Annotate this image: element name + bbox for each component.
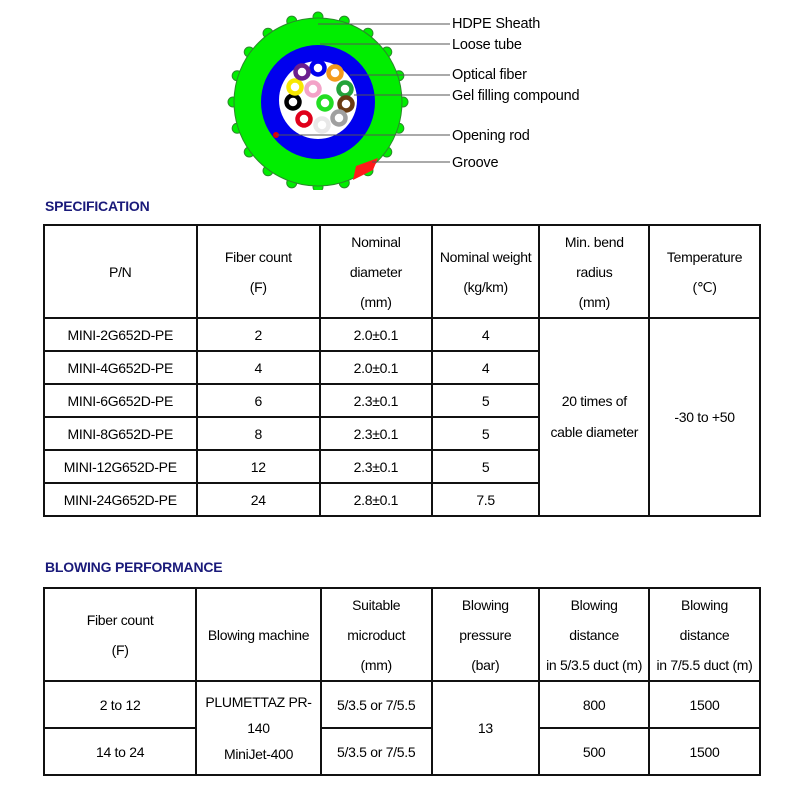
- cell-fiber-count: 14 to 24: [44, 728, 196, 775]
- table-row: [44, 728, 760, 775]
- cell-diameter: 2.3±0.1: [320, 384, 432, 417]
- cable-cross-section-svg: [0, 0, 800, 190]
- cell-distance-7: 1500: [649, 728, 760, 775]
- blowing-header-pressure: Blowing pressure (bar): [432, 588, 540, 681]
- label-opening-rod: Opening rod: [452, 128, 530, 144]
- optical-fibers: [287, 62, 353, 132]
- cell-microduct: 5/3.5 or 7/5.5: [321, 728, 432, 775]
- cell-diameter: 2.3±0.1: [320, 450, 432, 483]
- cable-cross-section-diagram: [0, 0, 800, 190]
- cell-weight: 5: [432, 450, 540, 483]
- cell-diameter: 2.0±0.1: [320, 318, 432, 351]
- label-loose-tube: Loose tube: [452, 37, 522, 53]
- label-gel-filling: Gel filling compound: [452, 88, 580, 104]
- cell-count: 4: [197, 351, 321, 384]
- cell-bend-radius: 20 times of cable diameter: [539, 318, 649, 516]
- spec-header-bend-radius: Min. bend radius (mm): [539, 225, 649, 318]
- label-optical-fiber: Optical fiber: [452, 67, 527, 83]
- blowing-header-distance-5: Blowing distance in 5/3.5 duct (m): [539, 588, 649, 681]
- cell-count: 8: [197, 417, 321, 450]
- cell-blowing-machine: PLUMETTAZ PR- 140 MiniJet-400: [196, 681, 321, 775]
- spec-header-row: [44, 225, 760, 318]
- cell-weight: 4: [432, 318, 540, 351]
- cell-weight: 7.5: [432, 483, 540, 516]
- cell-count: 12: [197, 450, 321, 483]
- cell-distance-5: 800: [539, 681, 649, 728]
- cell-pressure: 13: [432, 681, 540, 775]
- cell-pn: MINI-4G652D-PE: [44, 351, 197, 384]
- cell-microduct: 5/3.5 or 7/5.5: [321, 681, 432, 728]
- table-row: [44, 681, 760, 728]
- cell-distance-7: 1500: [649, 681, 760, 728]
- cell-pn: MINI-24G652D-PE: [44, 483, 197, 516]
- spec-header-pn: P/N: [44, 225, 197, 318]
- cell-distance-5: 500: [539, 728, 649, 775]
- cell-weight: 5: [432, 384, 540, 417]
- blowing-header-microduct: Suitable microduct (mm): [321, 588, 432, 681]
- cell-weight: 5: [432, 417, 540, 450]
- blowing-header-fiber-count: Fiber count (F): [44, 588, 196, 681]
- spec-header-weight: Nominal weight (kg/km): [432, 225, 540, 318]
- blowing-header-machine: Blowing machine: [196, 588, 321, 681]
- specification-title: SPECIFICATION: [45, 198, 150, 214]
- cell-weight: 4: [432, 351, 540, 384]
- spec-header-fiber-count: Fiber count (F): [197, 225, 321, 318]
- blowing-header-row: [44, 588, 760, 681]
- cell-count: 6: [197, 384, 321, 417]
- blowing-header-distance-7: Blowing distance in 7/5.5 duct (m): [649, 588, 760, 681]
- blowing-performance-title: BLOWING PERFORMANCE: [45, 559, 223, 575]
- spec-header-diameter: Nominal diameter (mm): [320, 225, 432, 318]
- spec-header-temperature: Temperature (℃): [649, 225, 760, 318]
- cell-diameter: 2.3±0.1: [320, 417, 432, 450]
- cell-pn: MINI-8G652D-PE: [44, 417, 197, 450]
- cell-count: 2: [197, 318, 321, 351]
- table-row: [44, 318, 760, 351]
- cell-pn: MINI-2G652D-PE: [44, 318, 197, 351]
- cell-fiber-count: 2 to 12: [44, 681, 196, 728]
- cell-diameter: 2.0±0.1: [320, 351, 432, 384]
- blowing-performance-table: [43, 587, 761, 776]
- specification-table: [43, 224, 761, 517]
- label-hdpe-sheath: HDPE Sheath: [452, 16, 541, 32]
- cell-temperature: -30 to +50: [649, 318, 760, 516]
- cell-pn: MINI-6G652D-PE: [44, 384, 197, 417]
- cell-diameter: 2.8±0.1: [320, 483, 432, 516]
- cell-count: 24: [197, 483, 321, 516]
- cell-pn: MINI-12G652D-PE: [44, 450, 197, 483]
- label-groove: Groove: [452, 155, 499, 171]
